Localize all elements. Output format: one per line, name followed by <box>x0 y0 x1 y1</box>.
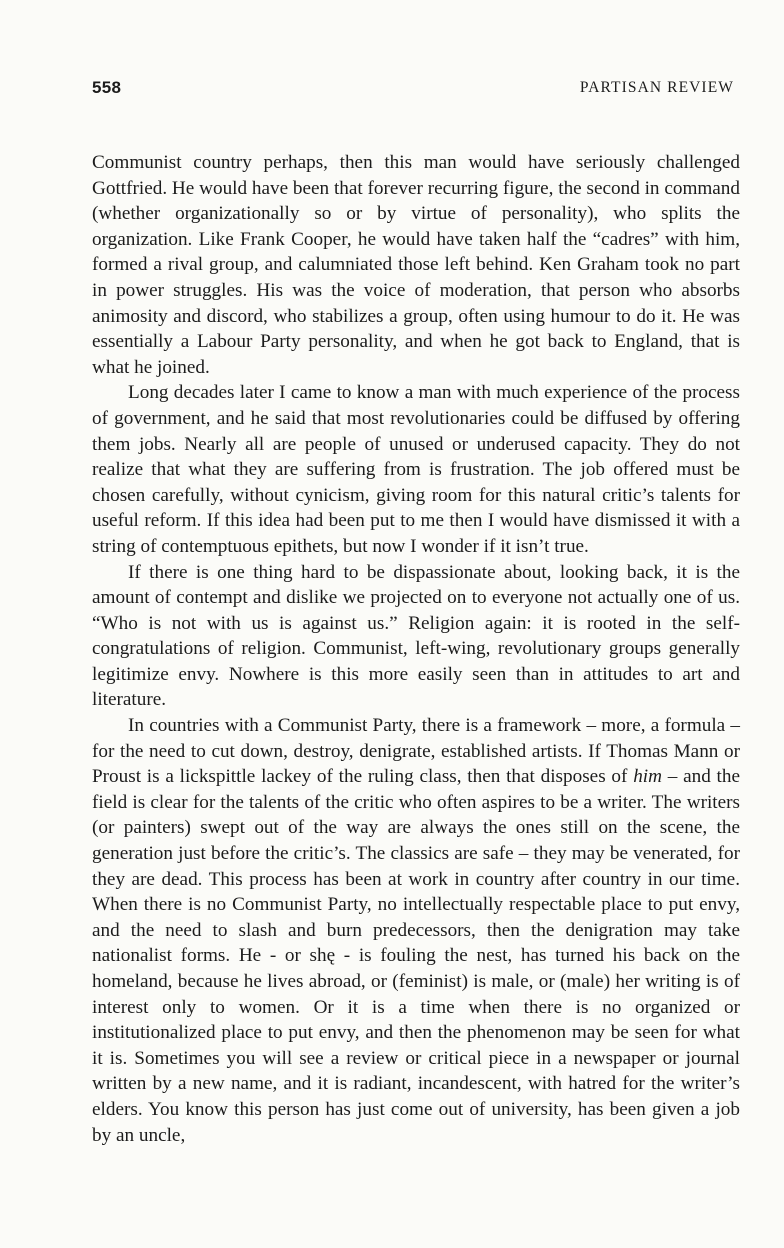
paragraph-2: Long decades later I came to know a man with much experience of the process of government, and he said that most revolutionaries could be diffused by offering them jobs. Nearly all are people of unused or underused capacity. They do not realize that what they are suffering from is frustration. The job offered must be chosen carefully, without cynicism, giving room for this natural critic’s talents for useful reform. If this idea had been put to me then I would have dismissed it with a string of contemptuous epithets, but now I wonder if it isn’t true. <box>92 382 740 557</box>
paragraph-4 <box>92 713 740 1148</box>
running-head <box>92 78 734 102</box>
paragraph-4-italic-word: him <box>633 766 662 788</box>
paragraph-3: If there is one thing hard to be dispassionate about, looking back, it is the amount of contempt and dislike we projected on to everyone not actually one of us. “Who is not with us is against us.” Religion again: it is rooted in the self-congratulations of religion. Communist, left-wing, revolutionary groups generally legitimize envy. Nowhere is this more easily seen than in attitudes to art and literature. <box>92 561 740 711</box>
paragraph-1: Communist country perhaps, then this man would have seriously challenged Gottfried. He would have been that forever recurring figure, the second in command (whether organizationally so or by virtue of personality), who splits the organization. Like Frank Cooper, he would have taken half the “cadres” with him, formed a rival group, and calumniated those left behind. Ken Graham took no part in power struggles. His was the voice of moderation, that person who absorbs animosity and discord, who stabilizes a group, often using humour to do it. He was essentially a Labour Party personality, and when he got back to England, that is what he joined. <box>92 152 740 378</box>
journal-title: PARTISAN REVIEW <box>579 79 734 96</box>
paragraph-4-part-2: – and the field is clear for the talents of the critic who often aspires to be a writer. The writers (or painters) swept out of the way are always the ones still on the scene, the generation just before the critic’s. The classics are safe – they may be venerated, for they are dead. This process has been at work in country after country in our time. When there is no Communist Party, no intellectually respectable place to put envy, and the need to slash and burn predecessors, then the denigration may take nationalist forms. He - or shę - is fouling the nest, has turned his back on the homeland, because he lives abroad, or (feminist) is male, or (male) her writing is of interest only to women. Or it is a time when there is no organized or institutionalized place to put envy, and then the phenomenon may be seen for what it is. Sometimes you will see a review or critical piece in a newspaper or journal written by a new name, and it is radiant, incandescent, with hatred for the writer’s elders. You know this person has just come out of university, has been given a job by an uncle, <box>92 766 740 1146</box>
paragraph-4-part-1: In countries with a Communist Party, there is a framework – more, a formula – for the need to cut down, destroy, denigrate, established artists. If Thomas Mann or Proust is a lickspittle lackey of the ruling class, then that disposes of <box>92 715 740 788</box>
body-text <box>92 150 740 1148</box>
page-number: 558 <box>92 78 122 97</box>
